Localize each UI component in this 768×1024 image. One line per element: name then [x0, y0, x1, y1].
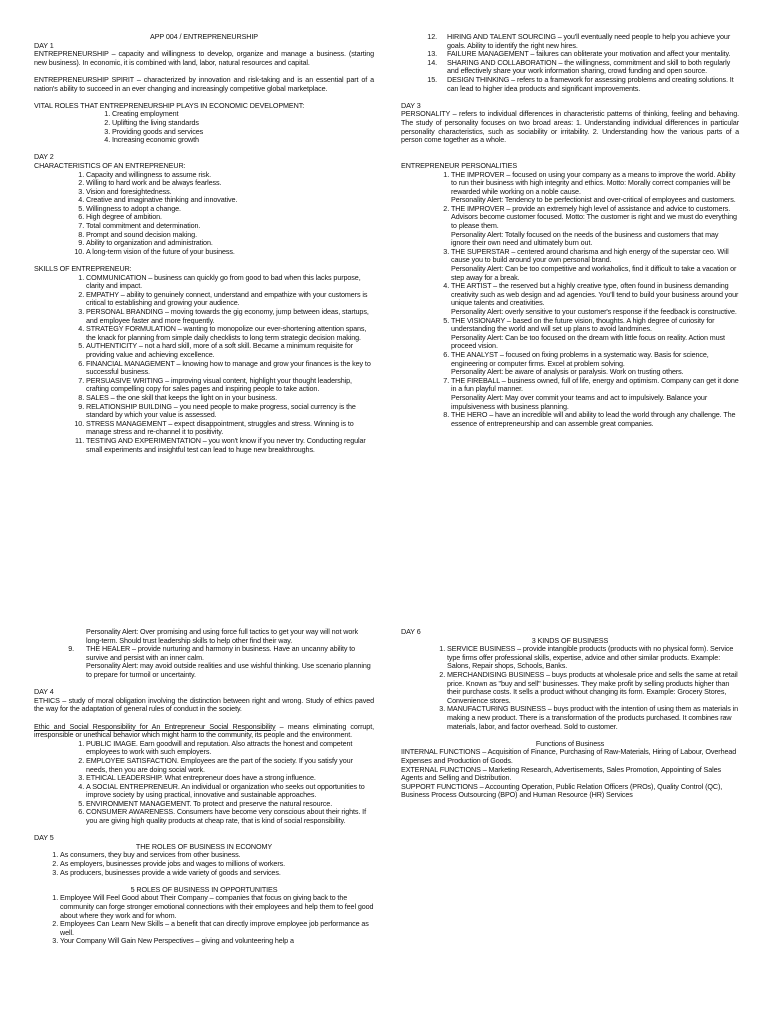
- list-item: 6. CONSUMER AWARENESS. Consumers have become very conscious about their rights. If you are giving high quality products at cheap rate, that is kind of social responsibility.: [86, 808, 374, 825]
- list-item: 4. A SOCIAL ENTREPRENEUR. An individual or organization who seeks out opportunities to improve society by using practical, innovative and sustainable approaches.: [86, 783, 374, 800]
- list-item: 3. THE SUPERSTAR – centered around charisma and high energy of the superstar ceo. Will cause you to build around your own personal brand. Personality Alert: Can be too competitive and workaholics, find it difficult to take a vacation or step away for a break.: [451, 248, 739, 282]
- list-item: 14. SHARING AND COLLABORATION – the willingness, commitment and skill to both regularly and effectively share your work information sharing, crowd funding and open source.: [427, 57, 731, 76]
- list-item: 1. COMMUNICATION – business can quickly go from good to bad when this lacks purpose, clarity and impact.: [86, 274, 374, 291]
- list-item: 5. ENVIRONMENT MANAGEMENT. To protect and preserve the natural resource.: [86, 800, 374, 809]
- characteristics-list: [34, 171, 374, 257]
- list-item: 5. Willingness to adopt a change.: [86, 205, 374, 214]
- day6-heading: DAY 6: [401, 627, 421, 636]
- roles-heading: THE ROLES OF BUSINESS IN ECONOMY: [135, 841, 273, 851]
- list-item: 2. THE IMPROVER – provide an extremely high level of assistance and advice to customers. Advisors become customer focused. Motto: The customer is right and we must do everything to please them. Personality Alert: Totally focused on the needs of the business and customers that may ignore their own need and ultimately burn out.: [451, 205, 739, 248]
- list-item: 2. MERCHANDISING BUSINESS – buys products at wholesale price and sells the same at retail price. Known as "buy and sell" businesses. They make profit by selling products higher than their purchase costs. It sells a product without changing its form. Example: Grocery Stores, Convenience stores.: [447, 671, 739, 705]
- list-item: 6. THE ANALYST – focused on fixing problems in a systematic way. Basis for science, engineering or computer firms. Excel at problem solving. Personality Alert: be aware of analysis or paralysis. Work on trusting others.: [451, 351, 739, 377]
- list-item: 1. Capacity and willingness to assume risk.: [86, 171, 374, 180]
- opportunities-list: [34, 894, 374, 946]
- spirit-definition: ENTREPRENEURSHIP SPIRIT – characterized by innovation and risk-taking and is an essential part of a nation's ability to succeed in an ever changing and increasingly competitive global marketplace.: [34, 74, 374, 93]
- skills-heading: SKILLS OF ENTREPRENEUR:: [34, 264, 132, 274]
- ethics-definition: ETHICS – study of moral obligation involving the distinction between right and wrong. Study of ethics paved the way for the adaptation of general rules of conduct in the society.: [34, 695, 374, 714]
- day4-heading: DAY 4: [34, 687, 54, 697]
- page-quadrant-bottom-right: [401, 628, 739, 800]
- list-item: 11. TESTING AND EXPERIMENTATION – you won't know if you never try. Conducting regular small experiments and insightful test can lead to huge new breakthroughs.: [86, 437, 374, 454]
- list-item: 6. High degree of ambition.: [86, 213, 374, 222]
- entrepreneurship-definition: ENTREPRENEURSHIP – capacity and willingness to develop, organize and manage a business. (starting new business). In economic, it is combined with land, labor, natural resources and capital.: [34, 49, 374, 67]
- personalities-list: [401, 171, 739, 429]
- list-item: 2. Employees Can Learn New Skills – a benefit that can directly improve employee job performance as well.: [60, 920, 374, 937]
- personality-alert-continued: Personality Alert: Over promising and using force full tactics to get your way will not work long-term. Should trust leadership skills to help other find their way.: [86, 627, 359, 645]
- list-item: 5. THE VISIONARY – based on the future vision, thoughts. A high degree of curiosity for understanding the world and will set up plans to avoid landmines. Personality Alert: Can be too focused on the dream with little focus on reality. Action must proceed vision.: [451, 317, 739, 351]
- list-item: 7. Total commitment and determination.: [86, 222, 374, 231]
- day2-heading: DAY 2: [34, 152, 54, 162]
- list-item: 4. THE ARTIST – the reserved but a highly creative type, often found in business demanding creativity such as web design and ad agencies. You'll tend to build your business around your unique talents and creativities. Personality Alert: overly sensitive to your customer's response if the feedback is constructive.: [451, 282, 739, 316]
- page-quadrant-top-left: [34, 33, 374, 454]
- roles-list: [34, 851, 374, 877]
- kinds-list: [401, 645, 739, 731]
- list-item: 3. Vision and foresightedness.: [86, 188, 374, 197]
- list-item: 1. THE IMPROVER – focused on using your company as a means to improve the world. Ability to run their business with high integrity and ethics. Motto: Morally correct companies will be rewarded while working on a noble cause. Personality Alert: Tendency to be perfectionist and over-critical of employees and customers.: [451, 171, 739, 205]
- list-item: 10. STRESS MANAGEMENT – expect disappointment, struggles and stress. Winning is to manage stress and re-channel it to positivity.: [86, 420, 374, 437]
- skills-list: [34, 274, 374, 454]
- page-quadrant-top-right: [401, 33, 739, 428]
- internal-functions: IINTERNAL FUNCTIONS – Acquisition of Finance, Purchasing of Raw-Materials, Hiring of Labour, Overhead Expenses and Production of Goods.: [401, 747, 737, 765]
- list-item: 2. Uplifting the living standards: [112, 119, 374, 128]
- list-item: 6. FINANCIAL MANAGEMENT – knowing how to manage and grow your finances is the key to successful business.: [86, 360, 374, 377]
- csr-definition: Ethic and Social Responsibility for An Entrepreneur Social Responsibility – means eliminating corrupt, irresponsible or unethical behavior which might harm to the community, its people and the environment.: [34, 721, 374, 740]
- day1-heading: DAY 1: [34, 40, 54, 50]
- list-item: 3. ETHICAL LEADERSHIP. What entrepreneur does have a strong influence.: [86, 774, 374, 783]
- vital-roles-list: [34, 110, 374, 144]
- list-item: 13. FAILURE MANAGEMENT – failures can obliterate your motivation and affect your mentality.: [427, 49, 731, 59]
- list-item: 9. RELATIONSHIP BUILDING – you need people to make progress, social currency is the standard by which your value is assessed.: [86, 403, 374, 420]
- opportunities-heading: 5 ROLES OF BUSINESS IN OPPORTUNITIES: [130, 884, 278, 894]
- kinds-heading: 3 KINDS OF BUSINESS: [531, 635, 609, 645]
- list-item: 10. A long-term vision of the future of your business.: [86, 248, 374, 257]
- day5-heading: DAY 5: [34, 833, 54, 843]
- list-item: 9. Ability to organization and administration.: [86, 239, 374, 248]
- list-item: 7. THE FIREBALL – business owned, full of life, energy and optimism. Company can get it done in a fun playful manner. Personality Alert: May over commit your teams and act to impulsively. Balance your impulsiveness with business planning.: [451, 377, 739, 411]
- support-functions: SUPPORT FUNCTIONS – Accounting Operation, Public Relation Officers (PROs), Quality Control (QC), Business Process Outsourcing (BPO) and Human Resource (HR) Services: [401, 781, 723, 800]
- list-item: 3. As producers, businesses provide a wide variety of goods and services.: [60, 869, 374, 878]
- functions-heading: Functions of Business: [535, 738, 605, 748]
- list-item: 3. PERSONAL BRANDING – moving towards the gig economy, jump between ideas, startups, and employee faster and more frequently.: [86, 308, 374, 325]
- list-item: 1. Creating employment: [112, 110, 374, 119]
- list-item: 1. Employee Will Feel Good about Their Company – companies that focus on giving back to the community can forge stronger emotional connections with their employees and help them to feel good about where they work and for whom.: [60, 894, 374, 920]
- list-item: 8. SALES – the one skill that keeps the light on in your business.: [86, 394, 374, 403]
- list-item: 12. HIRING AND TALENT SOURCING – you'll eventually need people to help you achieve your goals. Ability to identify the right new hires.: [427, 32, 731, 50]
- list-item: 3. Your Company Will Gain New Perspectives – giving and volunteering help a: [60, 937, 374, 946]
- csr-title: Ethic and Social Responsibility for An Entrepreneur Social Responsibility: [34, 721, 276, 731]
- list-item: 4. STRATEGY FORMULATION – wanting to monopolize our ever-shortening attention spans, the knack for planning from simple daily checklists to long term strategic decision making.: [86, 325, 374, 342]
- personality-definition: PERSONALITY – refers to individual differences in characteristic patterns of thinking, feeling and behaving. The study of personality focuses on two broad areas: 1. Understanding individual differences in particular personality characteristics, such as sociability or irritability. 2. Understanding how the various parts of a person come together as a whole.: [401, 109, 739, 145]
- document-title: APP 004 / ENTREPRENEURSHIP: [150, 32, 258, 41]
- list-item: 4. Creative and imaginative thinking and innovative.: [86, 196, 374, 205]
- csr-list: [34, 740, 374, 826]
- list-item: 5. AUTHENTICITY – not a hard skill, more of a soft skill. Became a minimum requisite for providing value and achieving excellence.: [86, 342, 374, 359]
- vital-roles-heading: VITAL ROLES THAT ENTREPRENEURSHIP PLAYS IN ECONOMIC DEVELOPMENT:: [34, 100, 305, 110]
- list-item: 3. Providing goods and services: [112, 128, 374, 137]
- list-item: 8. THE HERO – have an incredible will and ability to lead the world through any challenge. The essence of entrepreneurship and can assemble great companies.: [451, 411, 739, 428]
- list-item: 2. Willing to hard work and be always fearless.: [86, 179, 374, 188]
- external-functions: EXTERNAL FUNCTIONS – Marketing Research, Advertisements, Sales Promotion, Appointing of Sales Agents and Selling and Distribution.: [401, 764, 721, 783]
- list-item: 3. MANUFACTURING BUSINESS – buys product with the intention of using them as materials in making a new product. There is a transformation of the products purchased. It combines raw materials, labor, and factor overhead. Sold to customer.: [447, 705, 739, 731]
- list-item: 1. As consumers, they buy and services from other business.: [60, 851, 374, 860]
- list-item: 2. As employers, businesses provide jobs and wages to millions of workers.: [60, 860, 374, 869]
- list-item: 8. Prompt and sound decision making.: [86, 231, 374, 240]
- list-item: 7. PERSUASIVE WRITING – improving visual content, highlight your thought leadership, crafting compelling copy for sales pages and inspiring people to take action.: [86, 377, 374, 394]
- entrepreneur-personalities-heading: ENTREPRENEUR PERSONALITIES: [401, 160, 518, 170]
- page-quadrant-bottom-left: [34, 628, 374, 946]
- day3-heading: DAY 3: [401, 100, 421, 110]
- list-item: 1. PUBLIC IMAGE. Earn goodwill and reputation. Also attracts the honest and competent employees to work with such employers.: [86, 740, 374, 757]
- characteristics-heading: CHARACTERISTICS OF AN ENTREPRENEUR:: [34, 160, 186, 170]
- skills-continued-list: [401, 33, 739, 93]
- list-item: 15. DESIGN THINKING – refers to a framework for assessing problems and creating solutions. It can lead to higher idea products and significant improvements.: [427, 74, 734, 93]
- list-item: 4. Increasing economic growth: [112, 136, 374, 145]
- list-item: 9. THE HEALER – provide nurturing and harmony in business. Have an uncanny ability to survive and persist with an inner calm. Personality Alert: may avoid outside realities and use wishful thinking. Use scenario planning to prepare for turmoil or uncertainty.: [68, 644, 371, 679]
- list-item: 2. EMPATHY – ability to genuinely connect, understand and empathize with your customers is critical to establishing and growing your audience.: [86, 291, 374, 308]
- list-item: 2. EMPLOYEE SATISFACTION. Employees are the part of the society. If you satisfy your needs, then you are doing social work.: [86, 757, 374, 774]
- list-item: 1. SERVICE BUSINESS – provide intangible products (products with no physical form). Service type firms offer professional skills, expertise, advice and other similar products. Example: Salons, Repair shops, Schools, Banks.: [447, 645, 739, 671]
